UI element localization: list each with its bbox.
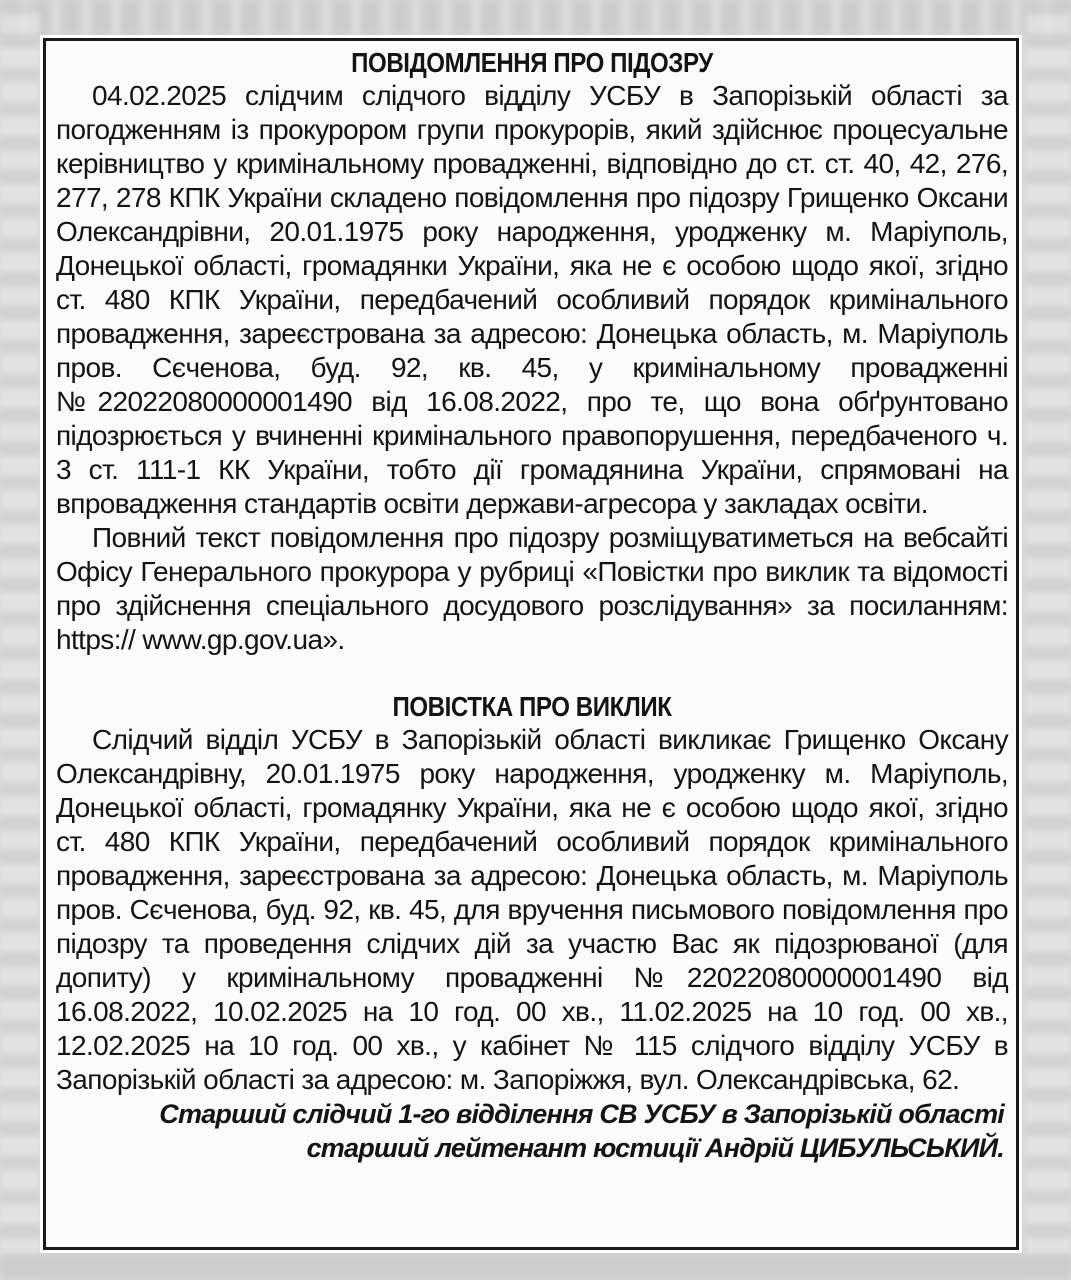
- notice-of-suspicion-section: [56, 47, 1008, 657]
- summons-section: [56, 691, 1008, 1097]
- background-newsprint-bottom: [0, 1254, 1071, 1280]
- summons-title: ПОВІСТКА ПРО ВИКЛИК: [392, 691, 672, 722]
- notice-of-suspicion-title: ПОВІДОМЛЕННЯ ПРО ПІДОЗРУ: [351, 47, 713, 78]
- section-spacer: [56, 657, 1008, 691]
- summons-paragraph: Слідчий відділ УСБУ в Запорізькій області викликає Грищенко Оксану Олександрівну, 20.01.1975 року народження, уродженку м. Маріуполь, Донецької області, громадянку України, яка не є особою щодо якої, згідно ст. 480 КПК України, передбачений особливий порядок кримінального провадження, зареєстрована за адресою: Донецька область, м. Маріуполь пров. Сєченова, буд. 92, кв. 45, для вручення письмового повідомлення про підозру та проведення слідчих дій за участю Вас як підозрюваної (для допиту) у кримінальному провадженні №22022080000001490 від 16.08.2022, 10.02.2025 на 10 год. 00 хв., 11.02.2025 на 10 год. 00 хв., 12.02.2025 на 10 год. 00 хв., у кабінет № 115 слідчого відділу УСБУ в Запорізькій області за адресою: м. Запоріжжя, вул. Олександрівська, 62.: [56, 724, 1008, 1095]
- legal-notice-box: [43, 38, 1019, 1250]
- background-newsprint-top: [0, 0, 1071, 36]
- signature-block: [56, 1097, 1008, 1165]
- signature-name: старший лейтенант юстиції Андрій ЦИБУЛЬСЬКИЙ.: [306, 1133, 1004, 1163]
- background-newsprint-right: [1026, 0, 1071, 1280]
- notice-of-suspicion-paragraph: 04.02.2025 слідчим слідчого відділу УСБУ в Запорізькій області за погодженням із прокурором групи прокурорів, який здійснює процесуальне керівництво у кримінальному провадженні, відповідно до ст. ст. 40, 42, 276, 277, 278 КПК України складено повідомлення про підозру Грищенко Оксани Олександрівни, 20.01.1975 року народження, уродженку м. Маріуполь, Донецької області, громадянки України, яка не є особою щодо якої, згідно ст. 480 КПК України, передбачений особливий порядок кримінального провадження, зареєстрована за адресою: Донецька область, м. Маріуполь пров. Сєченова, буд. 92, кв. 45, у кримінальному провадженні №22022080000001490 від 16.08.2022, про те, що вона обґрунтовано підозрюється у вчиненні кримінального правопорушення, передбаченого ч. 3 ст. 111-1 КК України, тобто дії громадянина України, спрямовані на впровадження стандартів освіти держави-агресора у закладах освіти.: [56, 80, 1008, 519]
- signature-position: Старший слідчий 1-го відділення СВ УСБУ в Запорізькій області: [159, 1099, 1004, 1129]
- background-newsprint-left: [0, 0, 40, 1280]
- full-text-location-paragraph: Повний текст повідомлення про підозру розміщуватиметься на вебсайті Офісу Генерального прокурора у рубриці «Повістки про виклик та відомості про здійснення спеціального досудового розслідування» за посиланням: https:// www.gp.gov.ua».: [56, 522, 1008, 655]
